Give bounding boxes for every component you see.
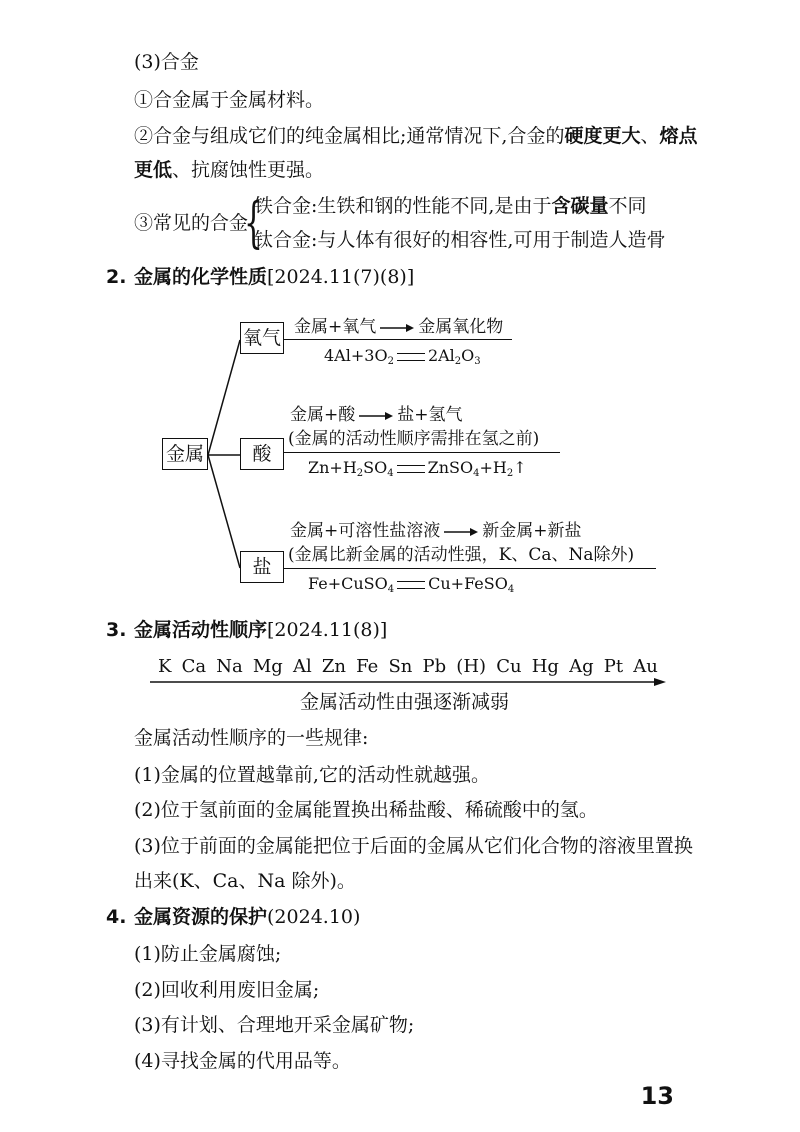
alloy-iron-tail: 不同 bbox=[608, 195, 647, 217]
equals-icon bbox=[397, 465, 425, 473]
eq-sub: 2 bbox=[356, 468, 364, 479]
activity-series bbox=[158, 656, 658, 678]
oxygen-divider bbox=[284, 339, 512, 340]
eq-sub: 4 bbox=[507, 584, 515, 595]
gas-up-arrow-icon: ↑ bbox=[513, 458, 527, 477]
rule-1: (1)金属的位置越靠前,它的活动性就越强。 bbox=[134, 764, 490, 786]
alloy-point-1: ①合金属于金属材料。 bbox=[134, 89, 325, 111]
oxygen-products: 金属氧化物 bbox=[418, 317, 504, 337]
activity-series-element: Sn bbox=[388, 656, 413, 677]
activity-series-element: Na bbox=[216, 656, 243, 677]
salt-condition: (金属比新金属的活动性强，K、Ca、Na除外) bbox=[288, 545, 635, 565]
alloy-p2-tail: 、抗腐蚀性更强。 bbox=[172, 159, 325, 181]
eq-sub: 4 bbox=[473, 468, 480, 479]
eq-part: +H bbox=[479, 458, 507, 477]
diagram-box-oxygen: 氧气 bbox=[240, 322, 284, 354]
activity-caption: 金属活动性由强逐渐减弱 bbox=[300, 691, 510, 713]
eq-part: O bbox=[461, 346, 475, 365]
activity-series-element: Al bbox=[292, 656, 312, 677]
acid-condition: (金属的活动性顺序需排在氢之前) bbox=[288, 429, 540, 449]
eq-sub: 3 bbox=[474, 356, 481, 367]
section-3-title: 金属活动性顺序 bbox=[134, 619, 268, 641]
activity-series-element: Pt bbox=[603, 656, 624, 677]
rules-intro: 金属活动性顺序的一些规律: bbox=[134, 727, 369, 749]
connector-oxygen bbox=[208, 340, 240, 455]
arrow-icon bbox=[378, 323, 416, 333]
activity-series-element: Ag bbox=[569, 656, 594, 677]
alloy-p2-text: ②合金与组成它们的纯金属相比;通常情况下,合金的 bbox=[134, 125, 565, 147]
section-4-title: 金属资源的保护 bbox=[134, 906, 268, 928]
section-3-ref: [2024.11(8)] bbox=[267, 619, 388, 641]
activity-series-element: Hg bbox=[531, 656, 559, 677]
eq-sub: 4 bbox=[387, 584, 395, 595]
eq-part: SO bbox=[363, 458, 388, 477]
oxygen-reaction bbox=[294, 316, 503, 338]
alloy-p2-bold-melting: 熔点 bbox=[659, 125, 698, 147]
salt-reactants: 金属+可溶性盐溶液 bbox=[290, 521, 441, 541]
section-2-title: 金属的化学性质 bbox=[134, 266, 268, 288]
salt-equation bbox=[308, 574, 514, 600]
eq-sub: 2 bbox=[506, 468, 514, 479]
diagram-box-acid: 酸 bbox=[240, 438, 284, 470]
connector-salt bbox=[208, 455, 240, 568]
alloy-p2-bold-hardness: 硬度更大 bbox=[564, 125, 641, 147]
rule-3-line1: (3)位于前面的金属能把位于后面的金属从它们化合物的溶液里置换 bbox=[134, 835, 693, 857]
alloy-p2-sep: 、 bbox=[640, 125, 660, 147]
alloy-p2-bold-lower: 更低 bbox=[134, 159, 173, 181]
activity-series-element: Zn bbox=[321, 656, 346, 677]
alloy-iron-bold: 含碳量 bbox=[551, 195, 609, 217]
eq-part: 2Al bbox=[427, 346, 455, 365]
alloy-brace-icon: { bbox=[244, 191, 263, 254]
activity-arrow-icon bbox=[150, 676, 670, 688]
section-4-ref: (2024.10) bbox=[267, 906, 361, 928]
rule-2: (2)位于氢前面的金属能置换出稀盐酸、稀硫酸中的氢。 bbox=[134, 799, 598, 821]
section-2-number: 2. bbox=[106, 266, 127, 288]
page-number: 13 bbox=[640, 1082, 674, 1110]
oxygen-equation bbox=[324, 346, 481, 372]
protection-item-2: (2)回收利用废旧金属; bbox=[134, 979, 320, 1001]
acid-equation bbox=[308, 458, 527, 484]
section-3-number: 3. bbox=[106, 619, 127, 641]
activity-series-element: Mg bbox=[252, 656, 283, 677]
section-4-number: 4. bbox=[106, 906, 127, 928]
rule-3-line2: 出来(K、Ca、Na 除外)。 bbox=[134, 870, 356, 892]
acid-reactants: 金属+酸 bbox=[290, 405, 356, 425]
protection-item-4: (4)寻找金属的代用品等。 bbox=[134, 1050, 351, 1072]
alloy-titanium: 钛合金:与人体有很好的相容性,可用于制造人造骨 bbox=[254, 229, 666, 251]
salt-products: 新金属+新盐 bbox=[482, 521, 582, 541]
equals-icon bbox=[397, 353, 425, 361]
eq-part: 4Al+3O bbox=[324, 346, 388, 365]
section-4-heading bbox=[106, 905, 360, 929]
eq-sub: 4 bbox=[387, 468, 394, 479]
protection-item-1: (1)防止金属腐蚀; bbox=[134, 943, 282, 965]
activity-series-element: Cu bbox=[496, 656, 522, 677]
activity-series-element: Au bbox=[633, 656, 658, 677]
acid-reaction bbox=[290, 404, 463, 426]
diagram-root-metal: 金属 bbox=[162, 438, 208, 470]
protection-item-3: (3)有计划、合理地开采金属矿物; bbox=[134, 1014, 415, 1036]
eq-sub: 2 bbox=[387, 356, 394, 367]
activity-series-element: Pb bbox=[422, 656, 447, 677]
arrow-icon bbox=[442, 527, 480, 537]
alloy-point-3-label: ③常见的合金 bbox=[134, 212, 249, 234]
arrow-icon bbox=[357, 411, 395, 421]
eq-part: Zn+H bbox=[308, 458, 357, 477]
acid-divider bbox=[284, 452, 560, 453]
oxygen-reactants: 金属+氧气 bbox=[294, 317, 377, 337]
eq-part: ZnSO bbox=[427, 458, 474, 477]
alloy-heading: (3)合金 bbox=[134, 51, 199, 73]
salt-divider bbox=[284, 568, 656, 569]
activity-series-element: Fe bbox=[356, 656, 379, 677]
diagram-box-salt: 盐 bbox=[240, 551, 284, 583]
activity-series-element: K bbox=[158, 656, 172, 677]
section-2-ref: [2024.11(7)(8)] bbox=[267, 266, 415, 288]
equals-icon bbox=[397, 581, 425, 589]
eq-sub: 2 bbox=[454, 356, 462, 367]
eq-part: Cu+FeSO bbox=[428, 574, 508, 593]
section-3-heading bbox=[106, 618, 387, 642]
activity-series-element: Ca bbox=[181, 656, 207, 677]
alloy-iron-text: 铁合金:生铁和钢的性能不同,是由于 bbox=[254, 195, 552, 217]
acid-products: 盐+氢气 bbox=[397, 405, 463, 425]
salt-reaction bbox=[290, 520, 582, 542]
activity-series-element: (H) bbox=[456, 656, 487, 677]
eq-part: Fe+CuSO bbox=[308, 574, 388, 593]
